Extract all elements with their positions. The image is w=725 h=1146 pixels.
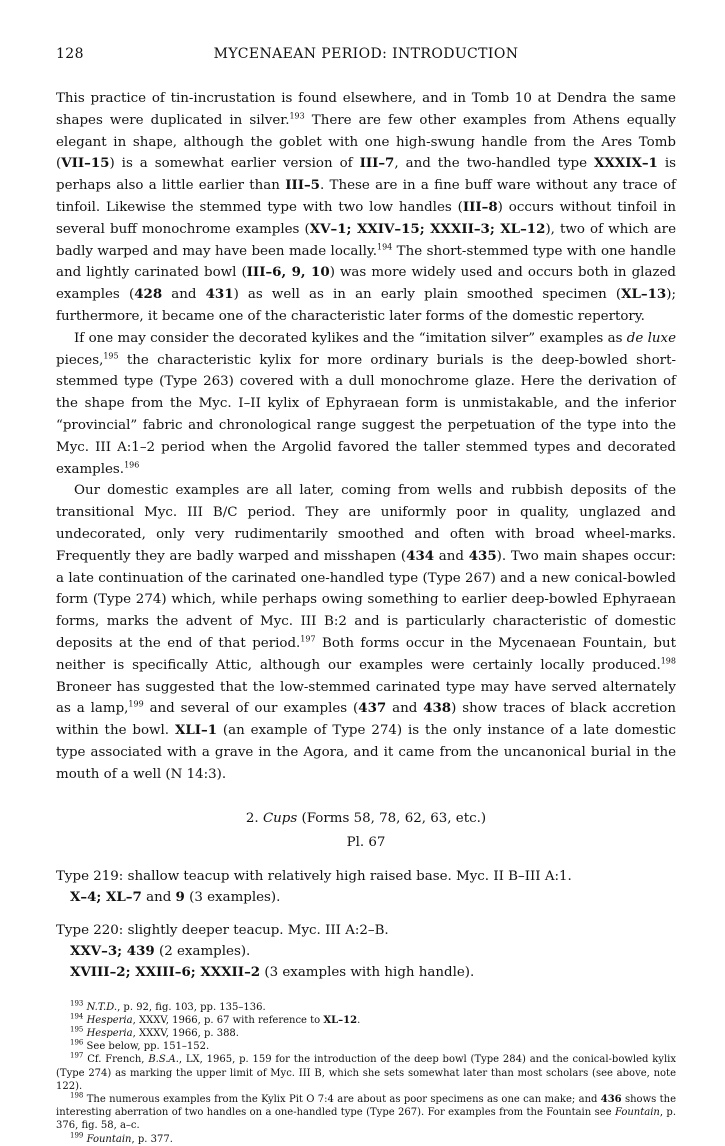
type-description: shallow teacup with relatively high raised base. Myc. II B–III A:1. bbox=[127, 868, 572, 884]
page-number: 128 bbox=[56, 46, 84, 62]
type-entry bbox=[56, 866, 676, 908]
body-text bbox=[56, 88, 676, 786]
paragraph: This practice of tin-incrustation is found elsewhere, and in Tomb 10 at Dendra the same shapes were duplicated in silver.$^{193}$ There are few other examples from Athens equally elegant in shape, although the goblet with one high-swung handle from the Ares Tomb (VII–15) is a somewhat earlier version of III–7, and the two-handled type XXXIX–1 is perhaps also a little earlier than III–5. These are in a fine buff ware without any trace of tinfoil. Likewise the stemmed type with two low handles (III–8) occurs without tinfoil in several buff monochrome examples (XV–1; XXIV–15; XXXII–3; XL–12), two of which are badly warped and may have been made locally.$^{194}$ The short-stemmed type with one handle and lightly carinated bowl (III–6, 9, 10) was more widely used and occurs both in glazed examples (428 and 431) as well as in an early plain smoothed specimen (XL–13); furthermore, it became one of the characteristic later forms of the domestic repertory. bbox=[56, 91, 677, 324]
footnote: $^{197}$ Cf. French, B.S.A., LX, 1965, p. 159 for the introduction of the deep bowl (Type 284) and the conical-bowled kylix (Type 274) as marking the upper limit of Myc. III B, which she sets somewhat later than most scholars (see above, note 122). bbox=[56, 1051, 676, 1092]
type-entry bbox=[56, 920, 676, 983]
plate-reference: Pl. 67 bbox=[346, 834, 386, 850]
type-description: slightly deeper teacup. Myc. III A:2–B. bbox=[127, 922, 389, 938]
running-head: MYCENAEAN PERIOD: INTRODUCTION bbox=[213, 46, 519, 62]
type-references: XVIII–2; XXIII–6; XXXII–2 (3 examples with high handle). bbox=[70, 963, 475, 980]
footnote: $^{193}$ N.T.D., p. 92, fig. 103, pp. 135–136. bbox=[70, 999, 266, 1013]
footnote: $^{194}$ Hesperia, XXXV, 1966, p. 67 with reference to XL–12. bbox=[70, 1012, 361, 1026]
footnote: $^{196}$ See below, pp. 151–152. bbox=[70, 1038, 210, 1053]
type-references: XXV–3; 439 (2 examples). bbox=[70, 942, 251, 959]
footnotes bbox=[56, 1001, 676, 1146]
type-references: X–4; XL–7 and 9 (3 examples). bbox=[70, 888, 281, 905]
footnote: $^{198}$ The numerous examples from the Kylix Pit O 7:4 are about as poor specimens as one can make; and 436 shows the interesting aberration of two handles on a one-handled type (Type 267). For examples from the Fountain see Fountain, p. 376, fig. 58, a–c. bbox=[56, 1091, 676, 1132]
type-label: Type 220: bbox=[56, 922, 124, 938]
page-header bbox=[56, 46, 676, 66]
type-list bbox=[56, 866, 676, 983]
footnote: $^{199}$ Fountain, p. 377. bbox=[70, 1131, 173, 1145]
paragraph: If one may consider the decorated kylikes and the “imitation silver” examples as de luxe pieces,$^{195}$ the characteristic kylix for more ordinary burials is the deep-bowled short-stemmed type (Type 263) covered with a dull monochrome glaze. Here the derivation of the shape from the Myc. I–II kylix of Ephyraean form is unmistakable, and the inferior “provincial” fabric and chronological range suggest the perpetuation of the type into the Myc. III A:1–2 period when the Argolid favored the taller stemmed types and decorated examples.$^{196}$ bbox=[56, 330, 676, 477]
section-heading: 2. Cups (Forms 58, 78, 62, 63, etc.) bbox=[245, 810, 487, 826]
footnote: $^{195}$ Hesperia, XXXV, 1966, p. 388. bbox=[70, 1025, 239, 1039]
page bbox=[56, 46, 676, 1146]
type-label: Type 219: bbox=[56, 868, 124, 884]
paragraph: Our domestic examples are all later, coming from wells and rubbish deposits of the transitional Myc. III B/C period. They are uniformly poor in quality, unglazed and undecorated, only very rudimentarily smoothed and often with broad wheel-marks. Frequently they are badly warped and misshapen (434 and 435). Two main shapes occur: a late continuation of the carinated one-handled type (Type 267) and a new conical-bowled form (Type 274) which, while perhaps owing something to earlier deep-bowled Ephyraean forms, marks the advent of Myc. III B:2 and is particularly characteristic of domestic deposits at the end of that period.$^{197}$ Both forms occur in the Mycenaean Fountain, but neither is specifically Attic, although our examples were certainly locally produced.$^{198}$ Broneer has suggested that the low-stemmed carinated type may have served alternately as a lamp,$^{199}$ and several of our examples (437 and 438) show traces of black accretion within the bowl. XLI–1 (an example of Type 274) is the only instance of a late domestic type associated with a grave in the Agora, and it came from the uncanonical burial in the mouth of a well (N 14:3). bbox=[56, 483, 677, 782]
